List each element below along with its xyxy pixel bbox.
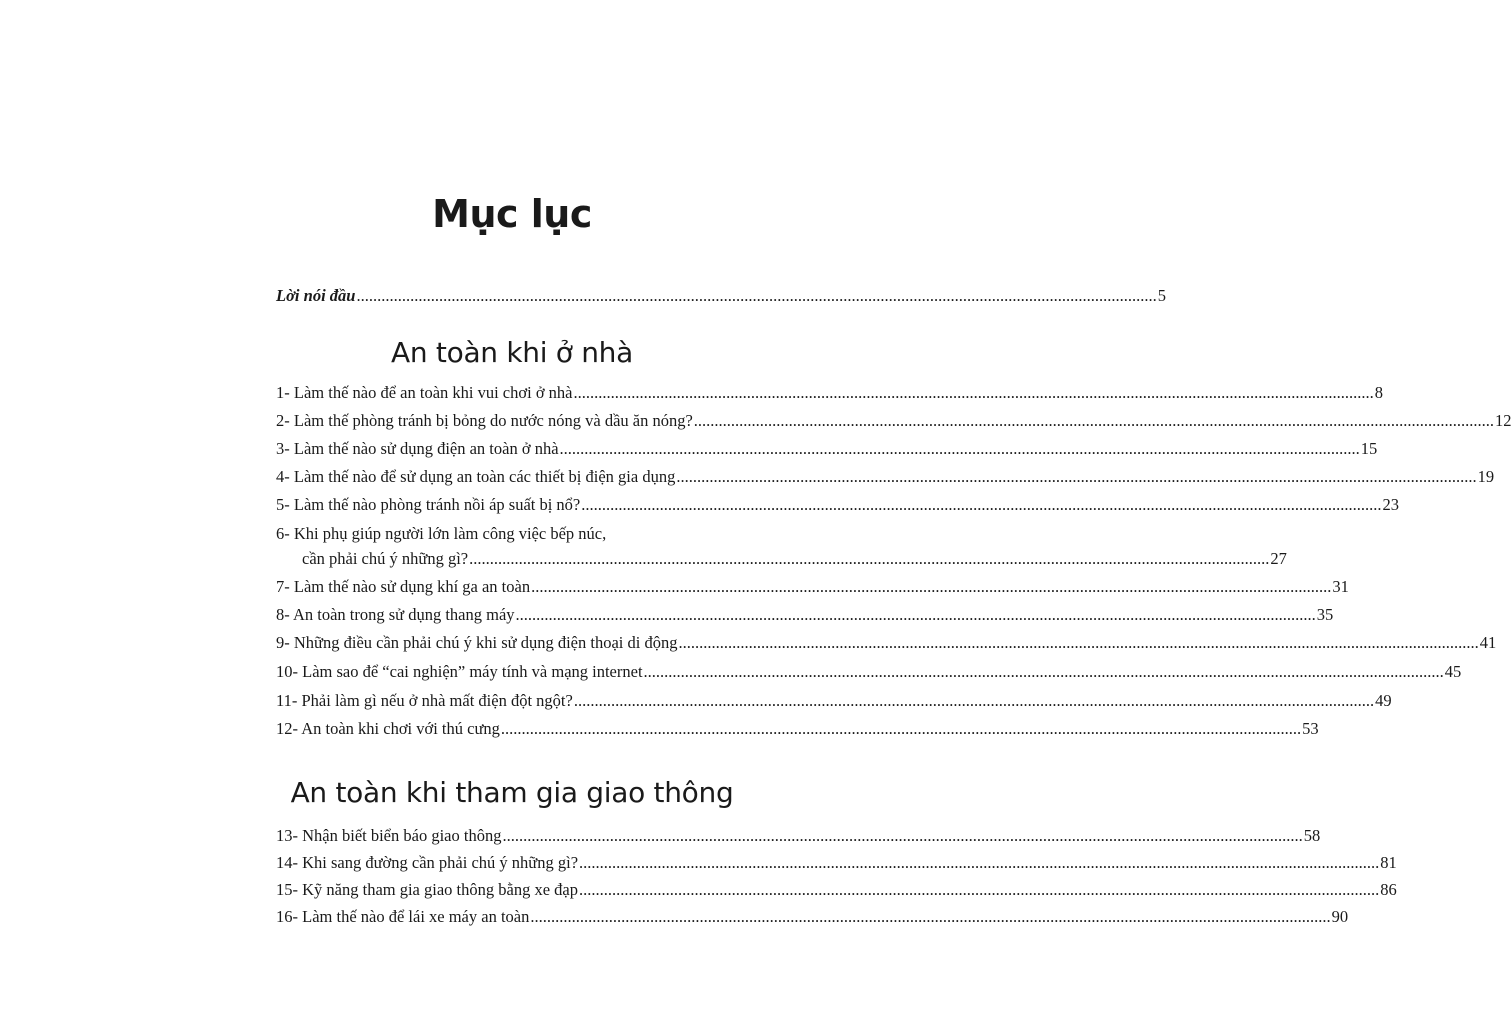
toc-entry-page: 23 — [1382, 495, 1400, 514]
toc-entry — [276, 439, 1378, 467]
dot-leader — [531, 577, 1331, 597]
toc-entry-page: 12 — [1495, 411, 1512, 430]
toc-entry-page: 90 — [1331, 907, 1349, 926]
section-heading-traffic: An toàn khi tham gia giao thông — [290, 776, 734, 809]
toc-entry — [276, 691, 1392, 719]
section-traffic-entries — [276, 826, 1397, 934]
toc-entry — [276, 411, 1512, 439]
toc-entry — [276, 853, 1397, 880]
toc-entry-label: 5- Làm thế nào phòng tránh nồi áp suất bị nổ? — [276, 495, 581, 514]
dot-leader — [516, 605, 1316, 625]
toc-entry — [276, 662, 1462, 691]
toc-entry-page: 81 — [1380, 853, 1397, 872]
preface-block — [276, 286, 1166, 306]
dot-leader — [574, 691, 1374, 711]
dot-leader — [694, 411, 1494, 431]
toc-entry-label: 2- Làm thế phòng tránh bị bỏng do nước nóng và dầu ăn nóng? — [276, 411, 693, 430]
toc-entry-page: 19 — [1477, 467, 1495, 486]
toc-entry-label: 13- Nhận biết biển báo giao thông — [276, 826, 502, 845]
toc-entry — [276, 826, 1321, 853]
toc-entry-page: 41 — [1479, 633, 1497, 652]
toc-entry-label-line1: 6- Khi phụ giúp người lớn làm công việc bếp núc, — [276, 524, 607, 543]
toc-entry-page: 35 — [1316, 605, 1334, 624]
toc-entry — [276, 719, 1319, 747]
toc-entry-label: Lời nói đầu — [276, 286, 356, 305]
dot-leader — [644, 662, 1444, 682]
dot-leader — [469, 549, 1269, 569]
toc-entry-page: 45 — [1444, 662, 1462, 681]
toc-entry-page: 15 — [1360, 439, 1378, 458]
toc-entry-label: 3- Làm thế nào sử dụng điện an toàn ở nhà — [276, 439, 559, 458]
toc-entry-label: 15- Kỹ năng tham gia giao thông bằng xe đạp — [276, 880, 578, 899]
toc-entry — [276, 383, 1383, 411]
toc-entry — [276, 880, 1397, 907]
toc-entry-label: 12- An toàn khi chơi với thú cưng — [276, 719, 500, 738]
dot-leader — [356, 286, 1156, 306]
toc-entry-label: 10- Làm sao để “cai nghiện” máy tính và mạng internet — [276, 662, 643, 681]
dot-leader — [530, 907, 1330, 927]
toc-entry — [276, 907, 1349, 934]
toc-entry-multiline — [276, 524, 1287, 577]
dot-leader — [579, 853, 1379, 873]
toc-entry-label: 9- Những điều cần phải chú ý khi sử dụng điện thoại di động — [276, 633, 678, 652]
section-home-entries — [276, 383, 1512, 747]
dot-leader — [676, 467, 1476, 487]
section-heading-home: An toàn khi ở nhà — [391, 336, 633, 369]
toc-entry-label: 14- Khi sang đường cần phải chú ý những gì? — [276, 853, 579, 872]
dot-leader — [581, 495, 1381, 515]
dot-leader — [678, 633, 1478, 653]
toc-entry-page: 49 — [1375, 691, 1392, 710]
dot-leader — [560, 439, 1360, 459]
toc-entry-page: 86 — [1380, 880, 1397, 899]
toc-entry-page: 27 — [1270, 549, 1287, 568]
toc-entry-label: 16- Làm thế nào để lái xe máy an toàn — [276, 907, 530, 926]
toc-entry-label: 8- An toàn trong sử dụng thang máy — [276, 605, 515, 624]
toc-entry-label: 11- Phải làm gì nếu ở nhà mất điện đột ngột? — [276, 691, 573, 710]
dot-leader — [574, 383, 1374, 403]
toc-entry-label: cần phải chú ý những gì? — [302, 549, 469, 568]
toc-entry-preface — [276, 286, 1166, 306]
toc-entry — [276, 577, 1349, 605]
toc-entry-label: 7- Làm thế nào sử dụng khí ga an toàn — [276, 577, 531, 596]
toc-entry-page: 53 — [1302, 719, 1319, 738]
toc-entry-page: 5 — [1157, 286, 1166, 305]
toc-entry — [276, 633, 1497, 662]
dot-leader — [502, 826, 1302, 846]
toc-entry-page: 31 — [1332, 577, 1349, 596]
toc-entry-label: 1- Làm thế nào để an toàn khi vui chơi ở nhà — [276, 383, 573, 402]
toc-entry — [276, 605, 1334, 633]
toc-entry-page: 58 — [1303, 826, 1321, 845]
page-title: Mục lục — [432, 192, 592, 236]
toc-entry — [276, 549, 1287, 569]
toc-entry — [276, 467, 1495, 495]
dot-leader — [579, 880, 1379, 900]
toc-entry-page: 8 — [1374, 383, 1383, 402]
toc-entry-label: 4- Làm thế nào để sử dụng an toàn các thiết bị điện gia dụng — [276, 467, 676, 486]
toc-entry — [276, 495, 1400, 524]
dot-leader — [501, 719, 1301, 739]
